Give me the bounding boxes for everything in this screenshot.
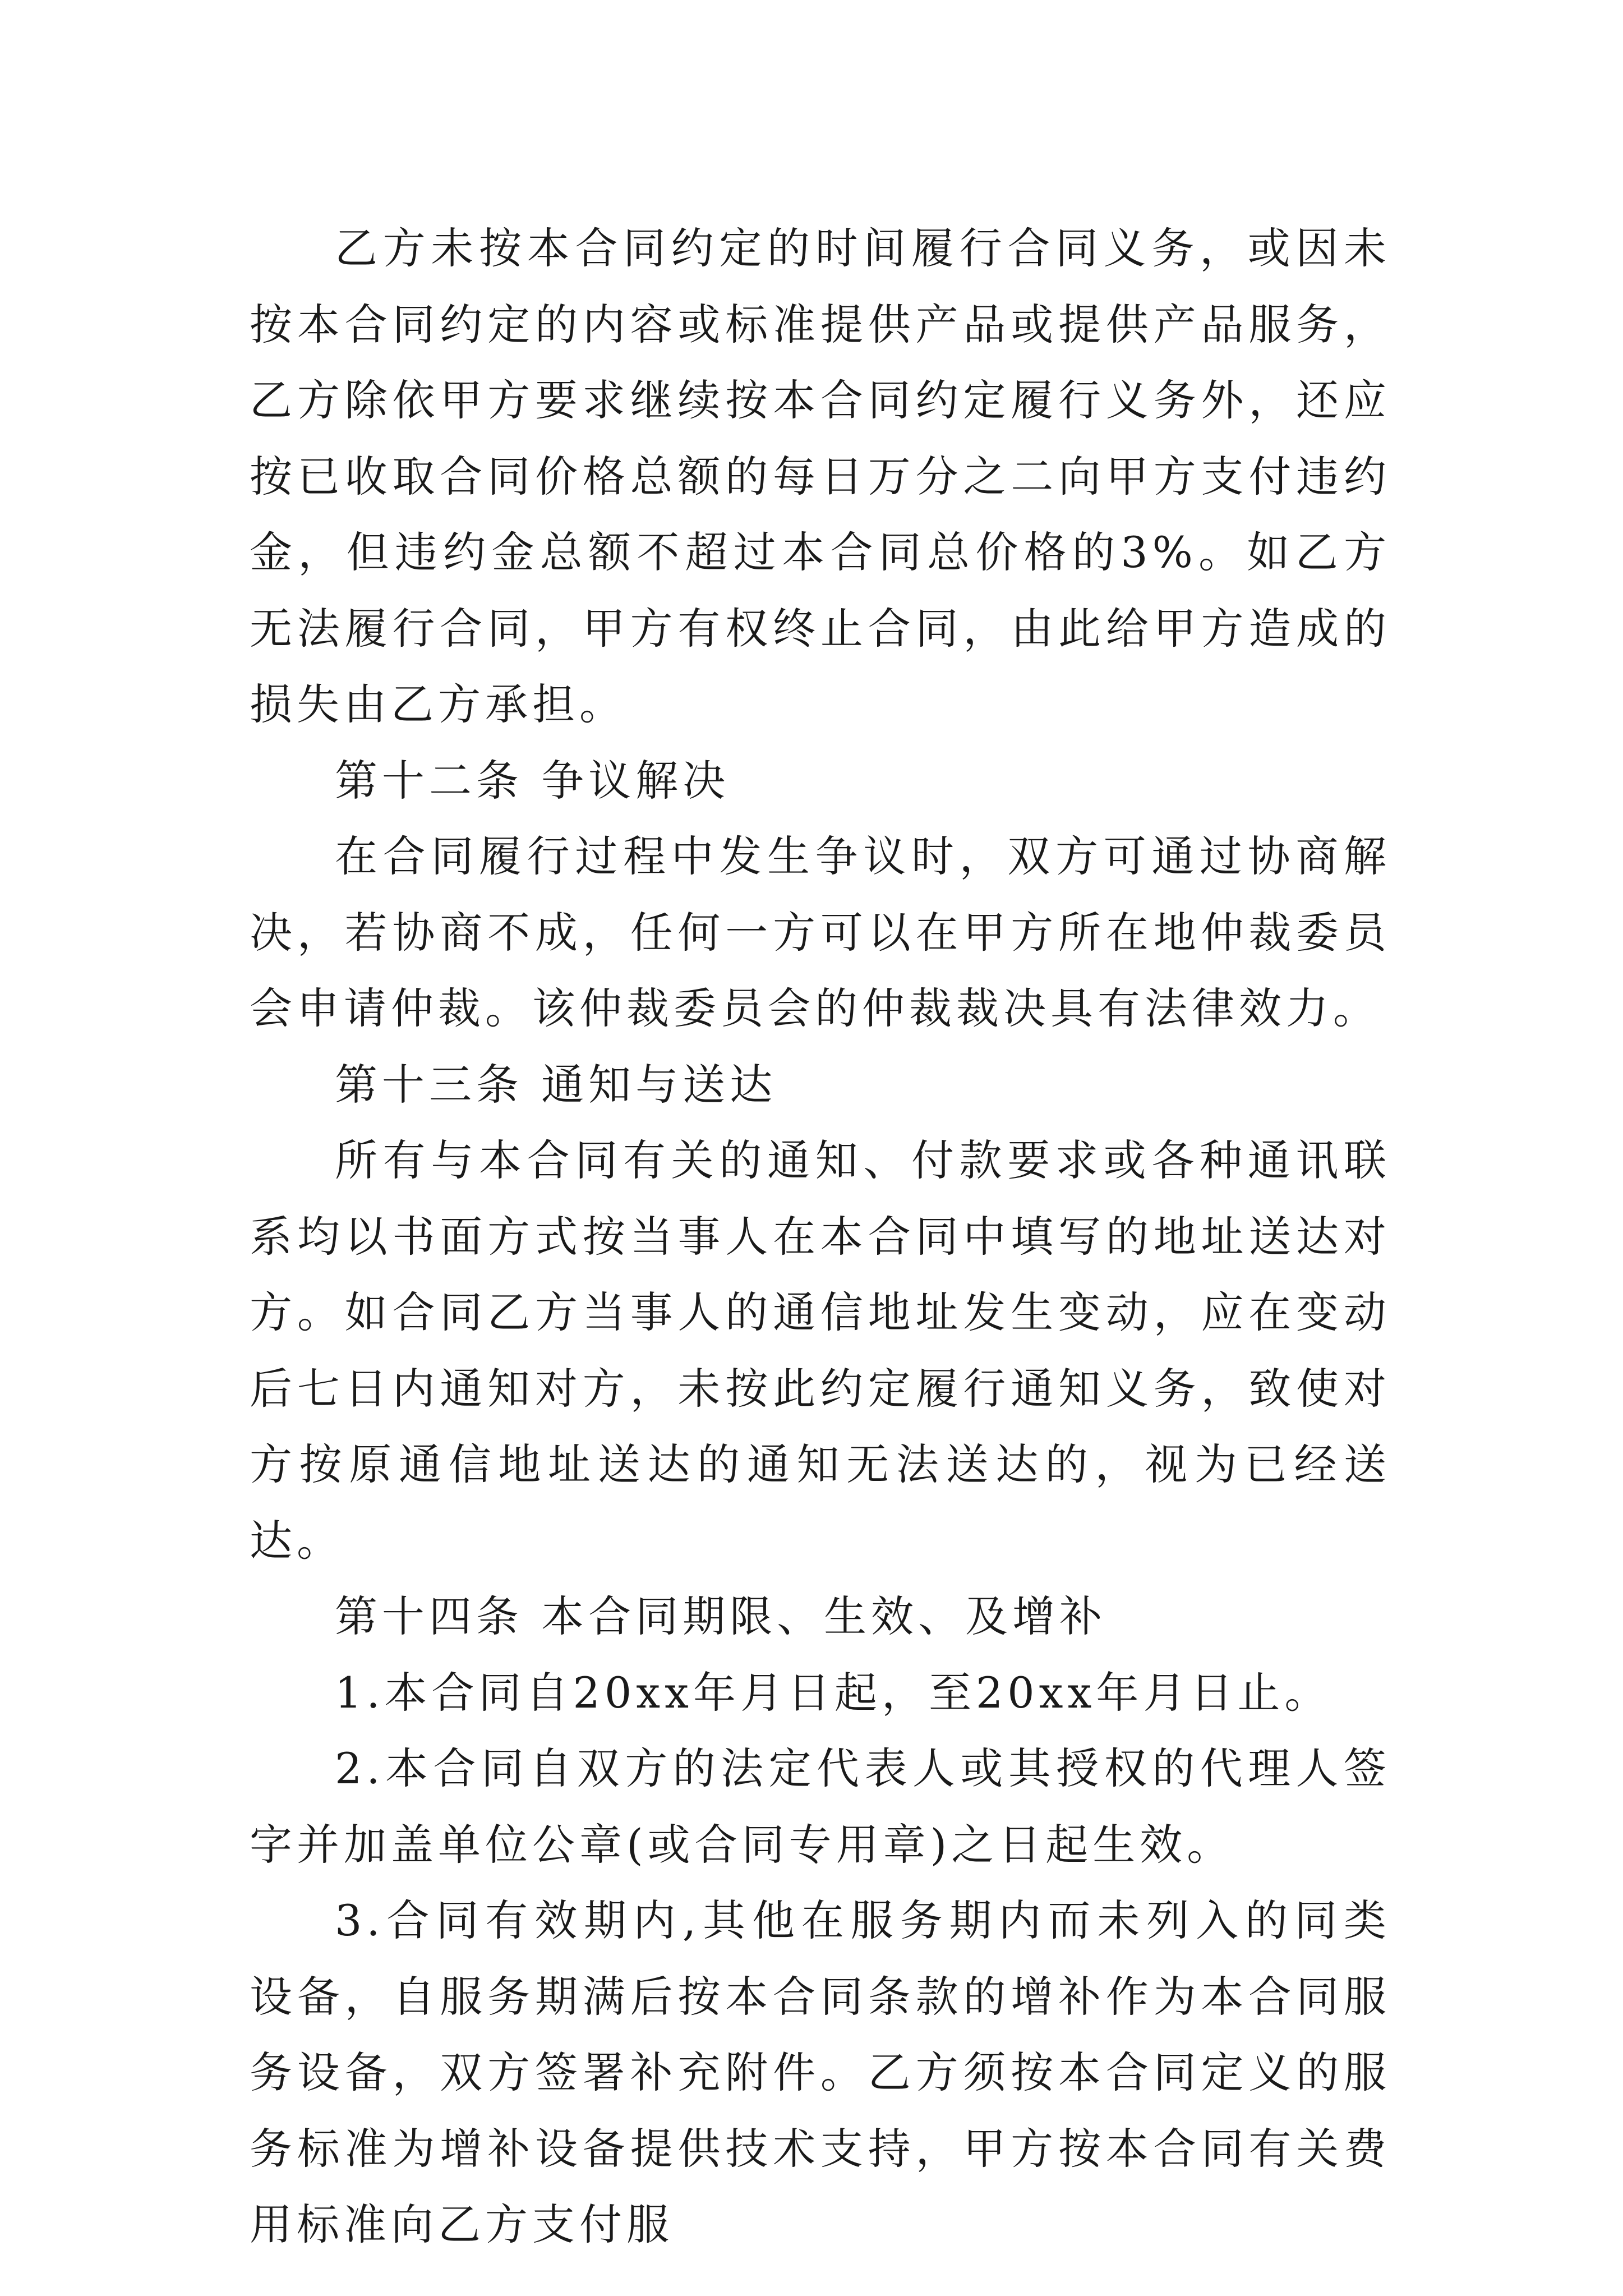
heading-article-14: 第十四条 本合同期限、生效、及增补	[335, 1591, 1107, 1641]
paragraph-term: 1.本合同自20xx年月日起，至20xx年月日止。	[335, 1667, 1332, 1718]
paragraph-breach-liability: 乙方未按本合同约定的时间履行合同义务，或因未按本合同约定的内容或标准提供产品或提供产品服务，乙方除依甲方要求继续按本合同约定履行义务外，还应按已收取合同价格总额的每日万分之二向甲方支付违约金，但违约金总额不超过本合同总价格的3%。如乙方无法履行合同，甲方有权终止合同，由此给甲方造成的损失由乙方承担。	[250, 223, 1391, 729]
heading-article-12: 第十二条 争议解决	[335, 755, 730, 806]
paragraph-supplement: 3.合同有效期内,其他在服务期内而未列入的同类设备，自服务期满后按本合同条款的增补作为本合同服务设备，双方签署补充附件。乙方须按本合同定义的服务标准为增补设备提供技术支持，甲方按本合同有关费用标准向乙方支付服	[250, 1895, 1391, 2249]
heading-article-13: 第十三条 通知与送达	[335, 1059, 777, 1110]
paragraph-notice-delivery: 所有与本合同有关的通知、付款要求或各种通讯联系均以书面方式按当事人在本合同中填写的地址送达对方。如合同乙方当事人的通信地址发生变动，应在变动后七日内通知对方，未按此约定履行通知义务，致使对方按原通信地址送达的通知无法送达的，视为已经送达。	[250, 1135, 1391, 1566]
paragraph-dispute-resolution: 在合同履行过程中发生争议时，双方可通过协商解决，若协商不成，任何一方可以在甲方所在地仲裁委员会申请仲裁。该仲裁委员会的仲裁裁决具有法律效力。	[250, 831, 1391, 1033]
paragraph-effectiveness: 2.本合同自双方的法定代表人或其授权的代理人签字并加盖单位公章(或合同专用章)之日起生效。	[250, 1743, 1391, 1870]
document-body	[250, 210, 1391, 2263]
